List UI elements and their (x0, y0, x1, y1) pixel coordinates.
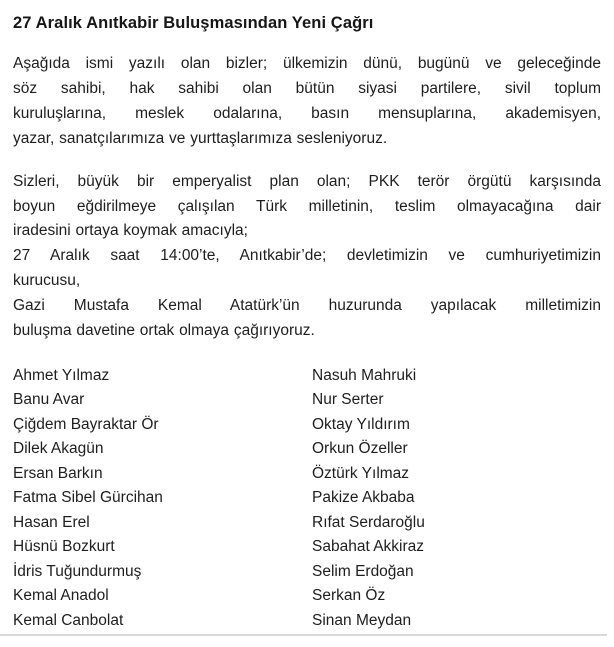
paragraph-intro (13, 52, 601, 152)
paragraph-line: Sizleri, büyük bir emperyalist plan olan; PKK terör örgütü karşısında (13, 172, 601, 190)
paragraph-line: yazar, sanatçılarımıza ve yurttaşlarımıza sesleniyoruz. (13, 129, 388, 147)
signatory-name: Kemal Canbolat (13, 611, 124, 629)
signatory-name: Sinan Meydan (312, 611, 412, 629)
signatories-right-column (312, 364, 601, 634)
paragraph-line: kuruluşlarına, meslek odalarına, basın mensuplarına, akademisyen, (13, 104, 601, 122)
paragraph-line: boyun eğdirilmeye çalışılan Türk milletinin, teslim olmayacağına dair (13, 197, 601, 215)
signatory-name: Oktay Yıldırım (312, 415, 410, 433)
signatory-name: Rıfat Serdaroğlu (312, 513, 425, 531)
signatory-name: Pakize Akbaba (312, 489, 415, 507)
signatory-name: Çiğdem Bayraktar Ör (13, 415, 159, 433)
paragraph-line: Gazi Mustafa Kemal Atatürk’ün huzurunda yapılacak milletimizin (13, 297, 601, 315)
signatories-list (13, 364, 601, 634)
paragraph-line: kurucusu, (13, 272, 81, 290)
signatory-name: Öztürk Yılmaz (312, 464, 410, 482)
signatory-name: Kemal Anadol (13, 587, 109, 605)
signatory-name: Nasuh Mahruki (312, 366, 417, 384)
paragraph-datetime (13, 244, 601, 294)
signatory-name: Banu Avar (13, 391, 85, 409)
signatory-name: Hüsnü Bozkurt (13, 538, 115, 556)
signatory-name: Nur Serter (312, 391, 384, 409)
paragraph-line: Aşağıda ismi yazılı olan bizler; ülkemizin dünü, bugünü ve geleceğinde (13, 55, 601, 72)
signatory-name: Dilek Akagün (13, 440, 104, 458)
paragraph-invitation (13, 294, 601, 344)
signatory-name: Selim Erdoğan (312, 562, 414, 580)
signatory-name: Hasan Erel (13, 513, 90, 531)
signatory-name: Ersan Barkın (13, 464, 103, 482)
signatory-name: İdris Tuğundurmuş (13, 562, 142, 580)
signatory-name: Fatma Sibel Gürcihan (13, 489, 163, 507)
signatory-name: Sabahat Akkiraz (312, 538, 425, 556)
signatories-left-column (13, 364, 312, 634)
page-bottom-divider (0, 634, 607, 636)
paragraph-line: iradesini ortaya koymak amacıyla; (13, 222, 248, 240)
paragraph-line: 27 Aralık saat 14:00’te, Anıtkabir’de; devletimizin ve cumhuriyetimizin (13, 247, 601, 265)
document-title: 27 Aralık Anıtkabir Buluşmasından Yeni Çağrı (13, 14, 374, 32)
paragraph-line: söz sahibi, hak sahibi olan bütün siyasi partilere, sivil toplum (13, 79, 601, 97)
signatory-name: Ahmet Yılmaz (13, 366, 110, 384)
paragraph-purpose (13, 170, 601, 245)
paragraph-line: buluşma davetine ortak olmaya çağırıyoruz. (13, 322, 315, 340)
signatory-name: Orkun Özeller (312, 440, 408, 458)
signatory-name: Serkan Öz (312, 587, 386, 605)
